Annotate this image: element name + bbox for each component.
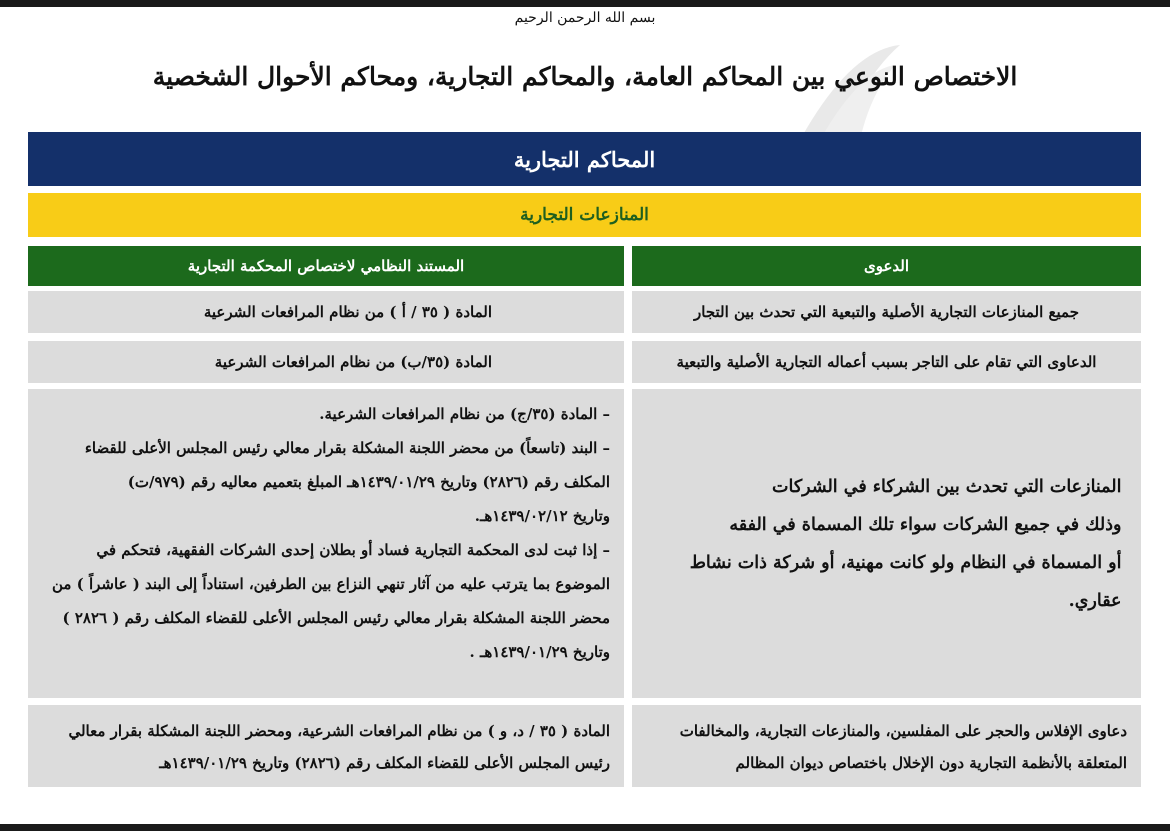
claim-line: وذلك في جميع الشركات سواء تلك المسماة في الفقه (729, 514, 1122, 535)
claim-line: عقاري. (1068, 590, 1122, 611)
basis-line: الموضوع بما يترتب عليه من آثار تنهي النزاع بين الطرفين، استناداً إلى البند ( عاشراً ) من (51, 575, 610, 593)
basis-line: محضر اللجنة المشكلة بقرار معالي رئيس المجلس الأعلى للقضاء المكلف رقم ( ٢٨٢٦ ) (62, 609, 610, 627)
top-border (0, 0, 1170, 7)
basis-line: المادة ( ٣٥ / د، و ) من نظام المرافعات الشرعية، ومحضر اللجنة المشكلة بقرار معالي (68, 722, 610, 740)
claim-line: أو المسماة في النظام ولو كانت مهنية، أو شركة ذات نشاط (689, 552, 1122, 573)
basis-line: – إذا ثبت لدى المحكمة التجارية فساد أو بطلان إحدى الشركات الفقهية، فتحكم في (96, 541, 610, 559)
column-header-basis: المستند النظامي لاختصاص المحكمة التجارية (28, 246, 624, 286)
basis-cell (28, 389, 624, 698)
claim-line: المتعلقة بالأنظمة التجارية دون الإخلال باختصاص ديوان المظالم (735, 754, 1127, 772)
basis-line: – البند (تاسعاً) من محضر اللجنة المشكلة بقرار معالي رئيس المجلس الأعلى للقضاء (84, 439, 610, 457)
claim-cell (632, 291, 1141, 333)
bismillah-heading: بسم الله الرحمن الرحيم (514, 10, 656, 26)
claim-text: الدعاوى التي تقام على التاجر بسبب أعماله التجارية الأصلية والتبعية (676, 353, 1097, 371)
court-banner: المحاكم التجارية (28, 132, 1141, 186)
basis-line: – المادة (٣٥/ج) من نظام المرافعات الشرعية. (319, 405, 610, 423)
basis-line: وتاريخ ١٤٣٩/٠١/٢٩هـ . (469, 643, 610, 661)
column-header-claim: الدعوى (632, 246, 1141, 286)
bottom-border (0, 824, 1170, 831)
basis-line: وتاريخ ١٤٣٩/٠٢/١٢هـ. (474, 507, 610, 525)
claim-line: المنازعات التي تحدث بين الشركاء في الشركات (772, 476, 1122, 497)
basis-text: المادة ( ٣٥ / أ ) من نظام المرافعات الشرعية (203, 303, 492, 321)
claim-line: دعاوى الإفلاس والحجر على المفلسين، والمنازعات التجارية، والمخالفات (679, 722, 1127, 740)
claim-cell (632, 389, 1141, 698)
basis-cell (28, 705, 624, 787)
claim-text: جميع المنازعات التجارية الأصلية والتبعية التي تحدث بين التجار (694, 303, 1079, 321)
claim-cell (632, 341, 1141, 383)
claim-cell (632, 705, 1141, 787)
page-title: الاختصاص النوعي بين المحاكم العامة، والمحاكم التجارية، ومحاكم الأحوال الشخصية (152, 62, 1018, 91)
basis-line: رئيس المجلس الأعلى للقضاء المكلف رقم (٢٨٢٦) وتاريخ ١٤٣٩/٠١/٢٩هـ (159, 754, 610, 772)
basis-cell (28, 291, 624, 333)
basis-line: المكلف رقم (٢٨٢٦) وتاريخ ١٤٣٩/٠١/٢٩هـ المبلغ بتعميم معاليه رقم (٩٧٩/ت) (127, 473, 610, 491)
basis-cell (28, 341, 624, 383)
basis-text: المادة (٣٥/ب) من نظام المرافعات الشرعية (214, 353, 492, 371)
category-banner: المنازعات التجارية (28, 193, 1141, 237)
